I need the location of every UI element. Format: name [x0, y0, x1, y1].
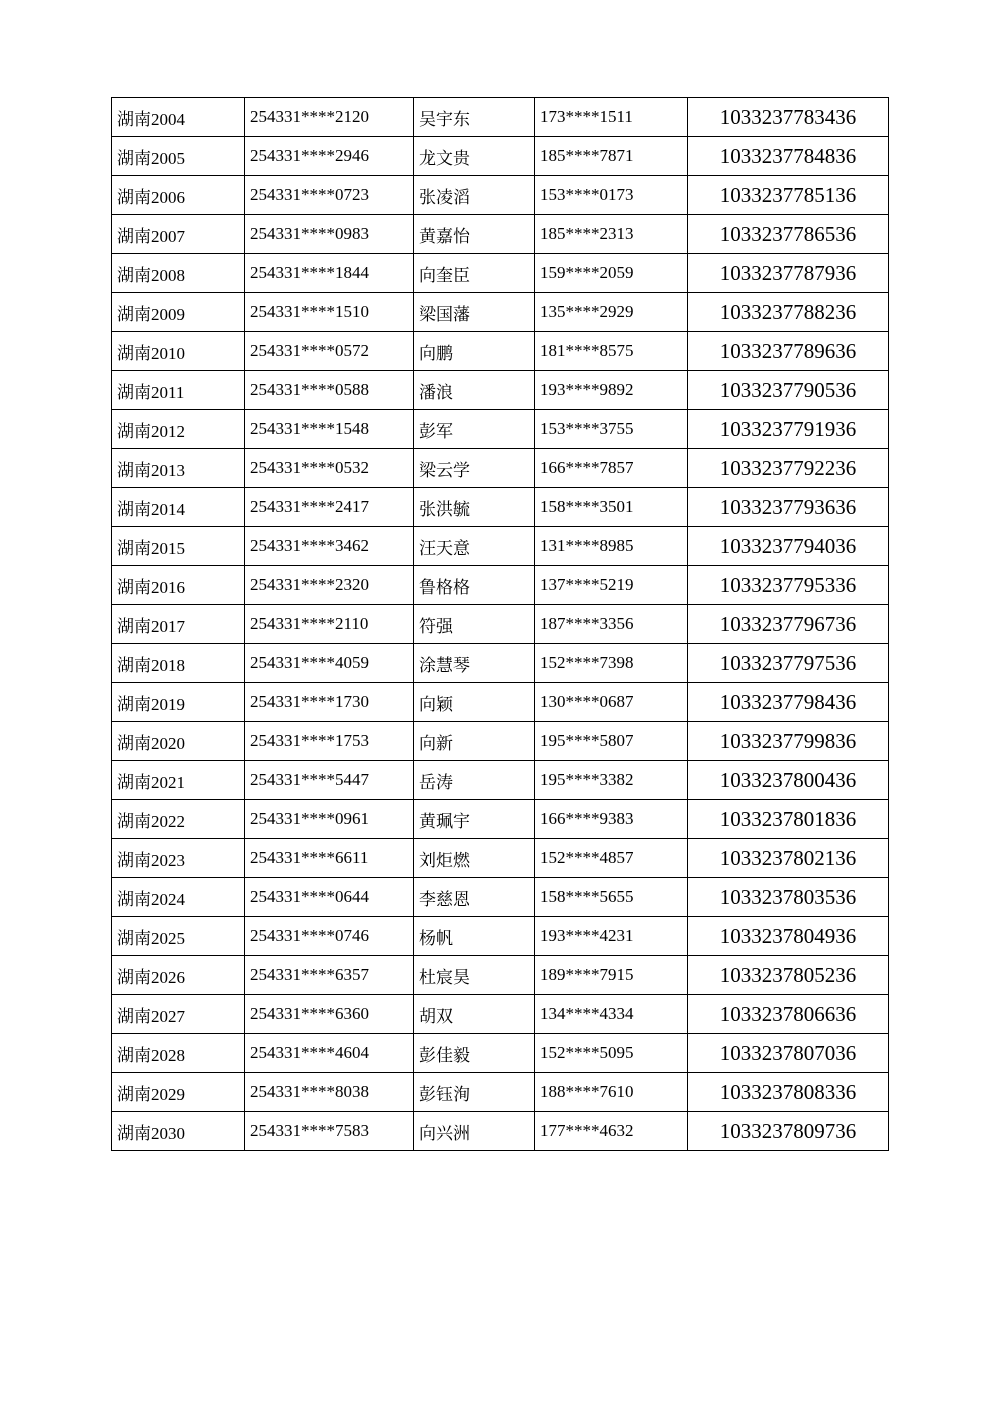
cell-id-number: 254331****6611	[245, 839, 414, 878]
cell-region: 湖南2011	[112, 371, 245, 410]
table-row	[112, 137, 889, 176]
cell-region: 湖南2016	[112, 566, 245, 605]
cell-id-number: 254331****0961	[245, 800, 414, 839]
cell-id-number: 254331****6360	[245, 995, 414, 1034]
cell-phone: 130****0687	[535, 683, 688, 722]
cell-order-number: 1033237802136	[688, 839, 889, 878]
cell-region: 湖南2012	[112, 410, 245, 449]
cell-id-number: 254331****2320	[245, 566, 414, 605]
cell-region: 湖南2027	[112, 995, 245, 1034]
cell-order-number: 1033237807036	[688, 1034, 889, 1073]
table-row	[112, 176, 889, 215]
cell-phone: 193****4231	[535, 917, 688, 956]
cell-name: 向鹏	[414, 332, 535, 371]
cell-id-number: 254331****2120	[245, 98, 414, 137]
cell-region: 湖南2020	[112, 722, 245, 761]
table-row	[112, 683, 889, 722]
cell-region: 湖南2024	[112, 878, 245, 917]
cell-order-number: 1033237783436	[688, 98, 889, 137]
cell-region: 湖南2022	[112, 800, 245, 839]
cell-region: 湖南2019	[112, 683, 245, 722]
cell-name: 梁云学	[414, 449, 535, 488]
cell-phone: 185****2313	[535, 215, 688, 254]
cell-phone: 152****7398	[535, 644, 688, 683]
cell-region: 湖南2018	[112, 644, 245, 683]
cell-phone: 166****7857	[535, 449, 688, 488]
cell-phone: 189****7915	[535, 956, 688, 995]
table-row	[112, 566, 889, 605]
cell-name: 刘炬燃	[414, 839, 535, 878]
table-row	[112, 254, 889, 293]
table-row	[112, 917, 889, 956]
table-row	[112, 605, 889, 644]
cell-phone: 152****5095	[535, 1034, 688, 1073]
cell-phone: 185****7871	[535, 137, 688, 176]
cell-region: 湖南2006	[112, 176, 245, 215]
cell-region: 湖南2025	[112, 917, 245, 956]
cell-name: 向兴洲	[414, 1112, 535, 1151]
cell-name: 潘浪	[414, 371, 535, 410]
cell-id-number: 254331****3462	[245, 527, 414, 566]
table-row	[112, 488, 889, 527]
cell-order-number: 1033237801836	[688, 800, 889, 839]
cell-phone: 134****4334	[535, 995, 688, 1034]
table-row	[112, 644, 889, 683]
cell-phone: 195****5807	[535, 722, 688, 761]
cell-phone: 153****3755	[535, 410, 688, 449]
cell-region: 湖南2014	[112, 488, 245, 527]
table-row	[112, 215, 889, 254]
cell-region: 湖南2026	[112, 956, 245, 995]
cell-region: 湖南2009	[112, 293, 245, 332]
table-row	[112, 98, 889, 137]
cell-phone: 195****3382	[535, 761, 688, 800]
cell-region: 湖南2030	[112, 1112, 245, 1151]
cell-region: 湖南2029	[112, 1073, 245, 1112]
cell-id-number: 254331****0723	[245, 176, 414, 215]
cell-id-number: 254331****0588	[245, 371, 414, 410]
cell-order-number: 1033237797536	[688, 644, 889, 683]
cell-name: 胡双	[414, 995, 535, 1034]
cell-order-number: 1033237787936	[688, 254, 889, 293]
cell-order-number: 1033237800436	[688, 761, 889, 800]
cell-id-number: 254331****1844	[245, 254, 414, 293]
cell-order-number: 1033237795336	[688, 566, 889, 605]
cell-region: 湖南2021	[112, 761, 245, 800]
cell-order-number: 1033237804936	[688, 917, 889, 956]
table-row	[112, 761, 889, 800]
cell-id-number: 254331****5447	[245, 761, 414, 800]
table-row	[112, 410, 889, 449]
cell-id-number: 254331****2417	[245, 488, 414, 527]
cell-id-number: 254331****4059	[245, 644, 414, 683]
cell-id-number: 254331****1730	[245, 683, 414, 722]
cell-region: 湖南2005	[112, 137, 245, 176]
table-row	[112, 995, 889, 1034]
cell-name: 张凌滔	[414, 176, 535, 215]
cell-order-number: 1033237790536	[688, 371, 889, 410]
cell-id-number: 254331****2110	[245, 605, 414, 644]
cell-id-number: 254331****0532	[245, 449, 414, 488]
cell-region: 湖南2004	[112, 98, 245, 137]
cell-name: 黄嘉怡	[414, 215, 535, 254]
cell-phone: 152****4857	[535, 839, 688, 878]
cell-region: 湖南2013	[112, 449, 245, 488]
cell-id-number: 254331****1753	[245, 722, 414, 761]
cell-name: 彭军	[414, 410, 535, 449]
table-row	[112, 878, 889, 917]
cell-name: 彭佳毅	[414, 1034, 535, 1073]
cell-phone: 137****5219	[535, 566, 688, 605]
cell-phone: 188****7610	[535, 1073, 688, 1112]
cell-name: 向新	[414, 722, 535, 761]
records-table	[111, 97, 889, 1151]
table-row	[112, 722, 889, 761]
cell-id-number: 254331****2946	[245, 137, 414, 176]
cell-order-number: 1033237796736	[688, 605, 889, 644]
records-table-body	[112, 98, 889, 1151]
cell-phone: 153****0173	[535, 176, 688, 215]
table-row	[112, 1073, 889, 1112]
cell-order-number: 1033237809736	[688, 1112, 889, 1151]
table-row	[112, 527, 889, 566]
cell-phone: 158****3501	[535, 488, 688, 527]
cell-region: 湖南2023	[112, 839, 245, 878]
cell-order-number: 1033237792236	[688, 449, 889, 488]
cell-order-number: 1033237788236	[688, 293, 889, 332]
cell-order-number: 1033237806636	[688, 995, 889, 1034]
table-row	[112, 839, 889, 878]
cell-order-number: 1033237786536	[688, 215, 889, 254]
cell-id-number: 254331****0572	[245, 332, 414, 371]
cell-name: 杜宸昊	[414, 956, 535, 995]
cell-region: 湖南2017	[112, 605, 245, 644]
cell-name: 鲁格格	[414, 566, 535, 605]
cell-id-number: 254331****0983	[245, 215, 414, 254]
cell-id-number: 254331****1510	[245, 293, 414, 332]
cell-name: 张洪毓	[414, 488, 535, 527]
cell-name: 汪天意	[414, 527, 535, 566]
cell-name: 向奎臣	[414, 254, 535, 293]
cell-id-number: 254331****0644	[245, 878, 414, 917]
cell-order-number: 1033237799836	[688, 722, 889, 761]
cell-phone: 177****4632	[535, 1112, 688, 1151]
cell-name: 彭钰洵	[414, 1073, 535, 1112]
cell-name: 梁国藩	[414, 293, 535, 332]
cell-name: 岳涛	[414, 761, 535, 800]
cell-order-number: 1033237794036	[688, 527, 889, 566]
cell-id-number: 254331****7583	[245, 1112, 414, 1151]
cell-order-number: 1033237785136	[688, 176, 889, 215]
cell-order-number: 1033237791936	[688, 410, 889, 449]
cell-order-number: 1033237803536	[688, 878, 889, 917]
cell-name: 符强	[414, 605, 535, 644]
cell-region: 湖南2010	[112, 332, 245, 371]
cell-order-number: 1033237808336	[688, 1073, 889, 1112]
cell-order-number: 1033237798436	[688, 683, 889, 722]
cell-phone: 159****2059	[535, 254, 688, 293]
table-row	[112, 332, 889, 371]
cell-name: 吴宇东	[414, 98, 535, 137]
cell-phone: 193****9892	[535, 371, 688, 410]
cell-name: 李慈恩	[414, 878, 535, 917]
cell-phone: 181****8575	[535, 332, 688, 371]
cell-id-number: 254331****1548	[245, 410, 414, 449]
table-row	[112, 800, 889, 839]
cell-region: 湖南2015	[112, 527, 245, 566]
cell-region: 湖南2008	[112, 254, 245, 293]
table-row	[112, 449, 889, 488]
cell-phone: 187****3356	[535, 605, 688, 644]
cell-name: 向颖	[414, 683, 535, 722]
cell-name: 杨帆	[414, 917, 535, 956]
cell-order-number: 1033237789636	[688, 332, 889, 371]
cell-phone: 173****1511	[535, 98, 688, 137]
cell-phone: 135****2929	[535, 293, 688, 332]
cell-id-number: 254331****8038	[245, 1073, 414, 1112]
table-row	[112, 371, 889, 410]
cell-name: 龙文贵	[414, 137, 535, 176]
cell-phone: 131****8985	[535, 527, 688, 566]
table-row	[112, 956, 889, 995]
cell-name: 涂慧琴	[414, 644, 535, 683]
cell-id-number: 254331****6357	[245, 956, 414, 995]
cell-region: 湖南2007	[112, 215, 245, 254]
cell-order-number: 1033237805236	[688, 956, 889, 995]
table-row	[112, 1112, 889, 1151]
table-row	[112, 293, 889, 332]
table-row	[112, 1034, 889, 1073]
cell-name: 黄珮宇	[414, 800, 535, 839]
cell-order-number: 1033237784836	[688, 137, 889, 176]
cell-id-number: 254331****4604	[245, 1034, 414, 1073]
cell-phone: 166****9383	[535, 800, 688, 839]
cell-order-number: 1033237793636	[688, 488, 889, 527]
cell-region: 湖南2028	[112, 1034, 245, 1073]
cell-id-number: 254331****0746	[245, 917, 414, 956]
cell-phone: 158****5655	[535, 878, 688, 917]
